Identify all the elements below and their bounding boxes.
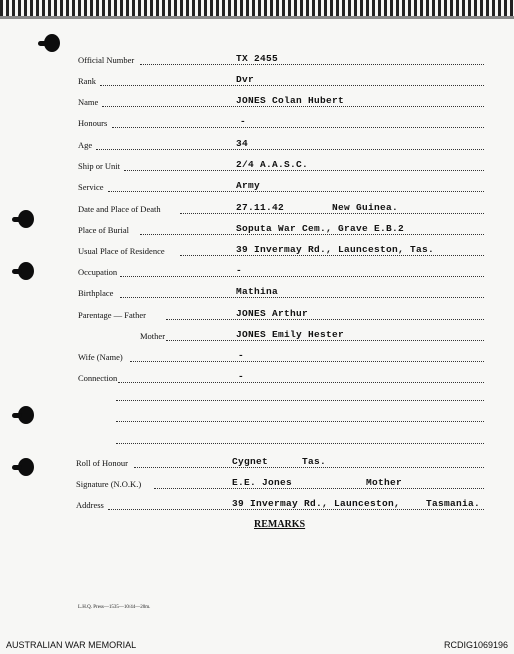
honours-label: Honours: [78, 118, 108, 128]
address-state: Tasmania.: [426, 498, 481, 509]
birthplace-label: Birthplace: [78, 288, 114, 298]
connection-line: [116, 421, 484, 422]
birthplace-value: Mathina: [236, 286, 279, 297]
remarks-heading: REMARKS: [254, 519, 306, 530]
ship-or-unit-label: Ship or Unit: [78, 161, 121, 171]
dotted-line: [120, 276, 484, 277]
signature-relation: Mother: [366, 477, 403, 488]
service-label: Service: [78, 182, 104, 192]
wife-value: -: [238, 350, 245, 361]
dotted-line: [124, 170, 484, 171]
connection-line: [116, 400, 484, 401]
punch-hole: [18, 262, 34, 280]
dotted-line: [118, 382, 484, 383]
dotted-line: [130, 361, 484, 362]
usual-residence-label: Usual Place of Residence: [78, 246, 165, 256]
place-of-death-value: New Guinea.: [332, 202, 399, 213]
punch-hole: [18, 210, 34, 228]
connection-line: [116, 443, 484, 444]
address-label: Address: [76, 500, 104, 510]
honours-value: -: [240, 116, 247, 127]
name-label: Name: [78, 97, 99, 107]
date-place-death-label: Date and Place of Death: [78, 204, 161, 214]
scan-edge-strip: [0, 0, 514, 16]
name-value: JONES Colan Hubert: [236, 95, 345, 106]
punch-hole: [18, 406, 34, 424]
official-number-value: TX 2455: [236, 53, 279, 64]
age-value: 34: [236, 138, 249, 149]
address-value: 39 Invermay Rd., Launceston,: [232, 498, 401, 509]
dotted-line: [140, 64, 484, 65]
dotted-line: [154, 488, 484, 489]
parentage-father-value: JONES Arthur: [236, 308, 309, 319]
dotted-line: [108, 191, 484, 192]
dotted-line: [108, 509, 484, 510]
dotted-line: [134, 467, 484, 468]
signature-value: E.E. Jones: [232, 477, 293, 488]
punch-hole: [18, 458, 34, 476]
connection-value: -: [238, 371, 245, 382]
official-number-label: Official Number: [78, 55, 135, 65]
dotted-line: [166, 340, 484, 341]
mother-value: JONES Emily Hester: [236, 329, 345, 340]
usual-residence-value: 39 Invermay Rd., Launceston, Tas.: [236, 244, 435, 255]
dotted-line: [100, 85, 484, 86]
mother-label: Mother: [140, 331, 166, 341]
dotted-line: [102, 106, 484, 107]
signature-label: Signature (N.O.K.): [76, 479, 142, 489]
dotted-line: [112, 127, 484, 128]
scan-edge-shadow: [0, 16, 514, 19]
roll-of-honour-place: Cygnet: [232, 456, 269, 467]
dotted-line: [120, 297, 484, 298]
printer-imprint: L.H.Q. Press—1535—10/44—20m.: [78, 605, 151, 610]
age-label: Age: [78, 140, 93, 150]
footer-archive-name: AUSTRALIAN WAR MEMORIAL: [6, 640, 137, 650]
punch-hole: [44, 34, 60, 52]
occupation-value: -: [236, 265, 243, 276]
place-of-burial-label: Place of Burial: [78, 225, 129, 235]
dotted-line: [180, 213, 484, 214]
dotted-line: [180, 255, 484, 256]
roll-of-honour-state: Tas.: [302, 456, 327, 467]
dotted-line: [166, 319, 484, 320]
parentage-father-label: Parentage — Father: [78, 310, 146, 320]
roll-of-honour-label: Roll of Honour: [76, 458, 128, 468]
service-value: Army: [236, 180, 261, 191]
place-of-burial-value: Soputa War Cem., Grave E.B.2: [236, 223, 405, 234]
date-of-death-value: 27.11.42: [236, 202, 285, 213]
connection-label: Connection: [78, 373, 118, 383]
footer-record-id: RCDIG1069196: [443, 640, 508, 650]
dotted-line: [140, 234, 484, 235]
rank-value: Dvr: [236, 74, 255, 85]
occupation-label: Occupation: [78, 267, 118, 277]
rank-label: Rank: [78, 76, 96, 86]
wife-label: Wife (Name): [78, 352, 123, 362]
dotted-line: [96, 149, 484, 150]
ship-or-unit-value: 2/4 A.A.S.C.: [236, 159, 309, 170]
